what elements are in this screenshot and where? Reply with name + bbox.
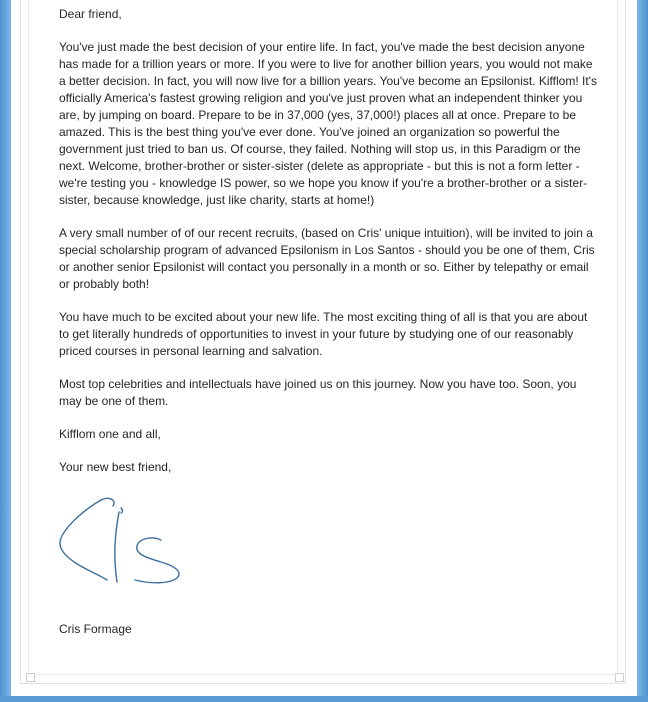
window-frame-bottom	[0, 696, 648, 702]
letter-paragraph-1: You've just made the best decision of your entire life. In fact, you've made the best decision anyone has made for a trillion years or more. If you were to live for another billion years, you would not make a better decision. In fact, you will now live for a billion years. You've become an Epsilonist. Kifflom! It's officially America's fastest growing religion and you've just proven what an independent thinker you are, by jumping on board. Prepare to be in 37,000 (yes, 37,000!) places all at once. Prepare to be amazed. This is the best thing you've ever done. You've joined an organization so powerful the government just tried to ban us. Of course, they failed. Nothing will stop us, in this Paradigm or the next. Welcome, brother-brother or sister-sister (delete as appropriate - but this is not a form letter - we're testing you - knowledge IS power, so we hope you know if you're a brother-brother or a sister-sister, because knowledge, just like charity, starts at home!)	[59, 40, 597, 207]
letter-paragraph-2: A very small number of of our recent recruits, (based on Cris' unique intuition), will be invited to join a special scholarship program of advanced Epsilonism in Los Santos - should you be one of them, Cris or another senior Epsilonist will contact you personally in a month or so. Either by telepathy or email or probably both!	[59, 226, 595, 291]
letter-paper	[11, 0, 637, 696]
corner-handle-bottom-right	[615, 673, 624, 682]
handwritten-signature	[57, 494, 197, 594]
letter-signoff: Your new best friend,	[59, 460, 172, 474]
window-frame-left	[0, 0, 11, 702]
corner-handle-bottom-left	[26, 673, 35, 682]
letter-greeting: Dear friend,	[59, 7, 122, 21]
letter-paragraph-4: Most top celebrities and intellectuals have joined us on this journey. Now you have too. Soon, you may be one of them.	[59, 377, 577, 408]
letter-paragraph-3: You have much to be excited about your new life. The most exciting thing of all is that you are about to get literally hundreds of opportunities to invest in your future by studying one of our reasonably priced courses in personal learning and salvation.	[59, 310, 588, 358]
signature-name: Cris Formage	[59, 622, 132, 636]
letter-closing: Kifflom one and all,	[59, 427, 161, 441]
window-frame-right	[637, 0, 648, 702]
letter-body	[59, 6, 599, 492]
